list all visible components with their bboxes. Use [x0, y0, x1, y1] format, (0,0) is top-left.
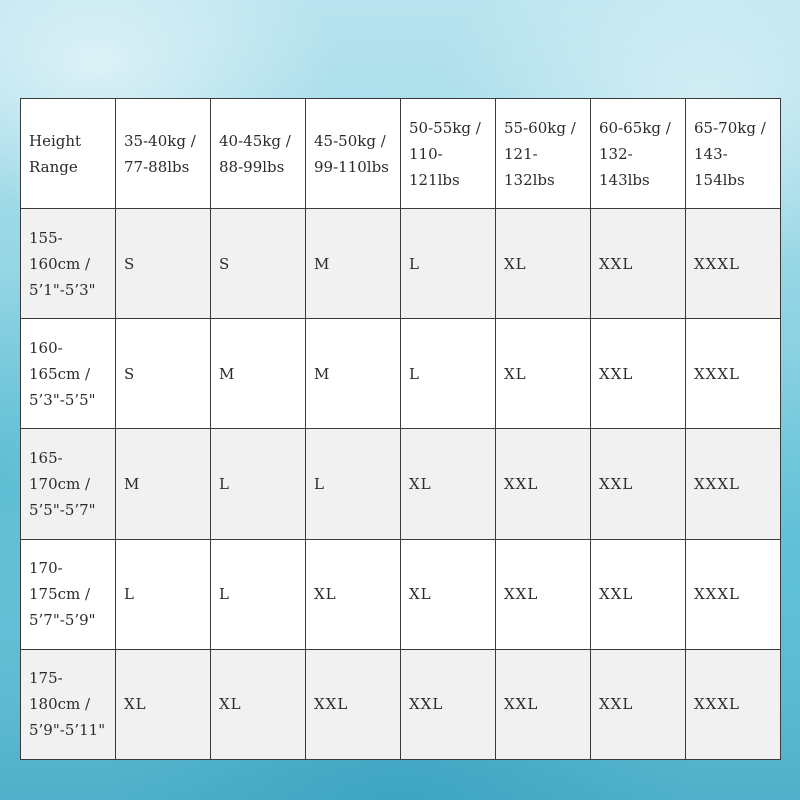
size-cell: XXL [496, 649, 591, 759]
height-cell: 160-165cm / 5’3"-5’5" [21, 319, 116, 429]
size-cell: XL [306, 539, 401, 649]
size-cell: M [306, 319, 401, 429]
size-cell: XXXL [686, 319, 781, 429]
size-cell: XL [401, 539, 496, 649]
size-cell: L [211, 429, 306, 539]
size-cell: XXXL [686, 429, 781, 539]
table-row [21, 319, 781, 429]
size-cell: L [401, 209, 496, 319]
size-cell: XXL [591, 539, 686, 649]
size-cell: XXL [591, 319, 686, 429]
table-row [21, 649, 781, 759]
size-cell: XXL [591, 429, 686, 539]
size-cell: L [401, 319, 496, 429]
header-weight-40-45: 40-45kg / 88-99lbs [211, 99, 306, 209]
height-cell: 170-175cm / 5’7"-5’9" [21, 539, 116, 649]
size-chart-table [20, 98, 781, 760]
size-cell: S [116, 209, 211, 319]
size-cell: XXXL [686, 539, 781, 649]
size-cell: XL [496, 209, 591, 319]
size-cell: XL [211, 649, 306, 759]
size-cell: XXL [306, 649, 401, 759]
size-cell: XXL [496, 429, 591, 539]
size-cell: L [211, 539, 306, 649]
header-weight-55-60: 55-60kg / 121-132lbs [496, 99, 591, 209]
size-cell: S [211, 209, 306, 319]
height-cell: 155-160cm / 5’1"-5’3" [21, 209, 116, 319]
size-cell: XXXL [686, 209, 781, 319]
size-cell: XXXL [686, 649, 781, 759]
size-cell: XXL [591, 649, 686, 759]
header-height-range: Height Range [21, 99, 116, 209]
size-chart [20, 98, 780, 760]
size-cell: XL [116, 649, 211, 759]
table-row [21, 209, 781, 319]
header-weight-35-40: 35-40kg / 77-88lbs [116, 99, 211, 209]
size-cell: M [306, 209, 401, 319]
header-weight-45-50: 45-50kg / 99-110lbs [306, 99, 401, 209]
header-weight-65-70: 65-70kg / 143-154lbs [686, 99, 781, 209]
size-cell: L [116, 539, 211, 649]
table-row [21, 539, 781, 649]
height-cell: 175-180cm / 5’9"-5’11" [21, 649, 116, 759]
size-cell: XXL [401, 649, 496, 759]
table-row [21, 429, 781, 539]
height-cell: 165-170cm / 5’5"-5’7" [21, 429, 116, 539]
size-cell: L [306, 429, 401, 539]
header-weight-50-55: 50-55kg / 110-121lbs [401, 99, 496, 209]
size-cell: M [116, 429, 211, 539]
size-cell: XL [401, 429, 496, 539]
size-cell: XL [496, 319, 591, 429]
size-cell: S [116, 319, 211, 429]
header-weight-60-65: 60-65kg / 132-143lbs [591, 99, 686, 209]
size-cell: XXL [591, 209, 686, 319]
size-cell: XXL [496, 539, 591, 649]
table-header-row [21, 99, 781, 209]
size-cell: M [211, 319, 306, 429]
